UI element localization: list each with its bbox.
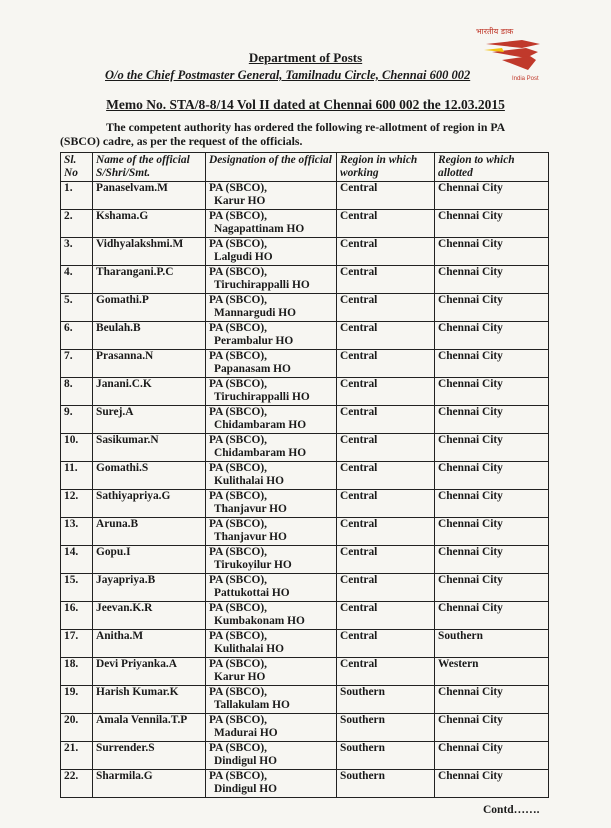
office-text: Perambalur HO bbox=[214, 335, 294, 347]
table-row bbox=[61, 182, 549, 210]
cell-sl: 7. bbox=[61, 350, 93, 378]
cell-sl: 17. bbox=[61, 630, 93, 658]
table-row bbox=[61, 658, 549, 686]
cell-sl: 4. bbox=[61, 266, 93, 294]
designation-text: PA (SBCO), bbox=[209, 742, 268, 754]
cell-designation bbox=[206, 742, 337, 770]
table-row bbox=[61, 770, 549, 798]
designation-text: PA (SBCO), bbox=[209, 462, 268, 474]
cell-name: Sharmila.G bbox=[93, 770, 206, 798]
cell-name: Gomathi.S bbox=[93, 462, 206, 490]
office-text: Karur HO bbox=[214, 195, 266, 207]
cell-working-region: Central bbox=[337, 266, 435, 294]
cell-working-region: Southern bbox=[337, 714, 435, 742]
cell-name: Kshama.G bbox=[93, 210, 206, 238]
cell-allotted-region: Chennai City bbox=[435, 770, 549, 798]
cell-working-region: Southern bbox=[337, 742, 435, 770]
cell-sl: 22. bbox=[61, 770, 93, 798]
header-sl: Sl. No bbox=[61, 153, 93, 182]
table-row bbox=[61, 714, 549, 742]
table-row bbox=[61, 266, 549, 294]
office-text: Thanjavur HO bbox=[214, 531, 287, 543]
cell-sl: 3. bbox=[61, 238, 93, 266]
designation-text: PA (SBCO), bbox=[209, 434, 268, 446]
cell-working-region: Central bbox=[337, 490, 435, 518]
cell-working-region: Central bbox=[337, 574, 435, 602]
cell-allotted-region: Chennai City bbox=[435, 378, 549, 406]
cell-designation bbox=[206, 238, 337, 266]
table-row bbox=[61, 518, 549, 546]
cell-name: Devi Priyanka.A bbox=[93, 658, 206, 686]
cell-designation bbox=[206, 490, 337, 518]
designation-text: PA (SBCO), bbox=[209, 490, 268, 502]
cell-name: Amala Vennila.T.P bbox=[93, 714, 206, 742]
header-allotted-region: Region to which allotted bbox=[435, 153, 549, 182]
designation-text: PA (SBCO), bbox=[209, 406, 268, 418]
table-row bbox=[61, 574, 549, 602]
department-title: Department of Posts bbox=[248, 50, 363, 65]
cell-working-region: Central bbox=[337, 406, 435, 434]
cell-sl: 14. bbox=[61, 546, 93, 574]
logo-english-text: India Post bbox=[512, 76, 539, 82]
cell-name: Sathiyapriya.G bbox=[93, 490, 206, 518]
cell-working-region: Central bbox=[337, 658, 435, 686]
cell-designation bbox=[206, 350, 337, 378]
designation-text: PA (SBCO), bbox=[209, 294, 268, 306]
cell-allotted-region: Chennai City bbox=[435, 714, 549, 742]
office-text: Kumbakonam HO bbox=[214, 615, 305, 627]
table-row bbox=[61, 238, 549, 266]
cell-name: Janani.C.K bbox=[93, 378, 206, 406]
cell-sl: 18. bbox=[61, 658, 93, 686]
logo-hindi-text: भारतीय डाक bbox=[476, 27, 514, 36]
cell-allotted-region: Chennai City bbox=[435, 322, 549, 350]
office-text: Tirukoyilur HO bbox=[214, 559, 292, 571]
office-text: Tiruchirappalli HO bbox=[214, 279, 310, 291]
cell-sl: 16. bbox=[61, 602, 93, 630]
office-text: Madurai HO bbox=[214, 727, 278, 739]
cell-allotted-region: Chennai City bbox=[435, 238, 549, 266]
cell-sl: 6. bbox=[61, 322, 93, 350]
office-text: Chidambaram HO bbox=[214, 447, 307, 459]
cell-designation bbox=[206, 686, 337, 714]
cell-allotted-region: Western bbox=[435, 658, 549, 686]
designation-text: PA (SBCO), bbox=[209, 714, 268, 726]
cell-working-region: Central bbox=[337, 294, 435, 322]
table-row bbox=[61, 602, 549, 630]
office-text: Karur HO bbox=[214, 671, 266, 683]
cell-working-region: Central bbox=[337, 238, 435, 266]
cell-sl: 13. bbox=[61, 518, 93, 546]
cell-sl: 15. bbox=[61, 574, 93, 602]
cell-designation bbox=[206, 210, 337, 238]
designation-text: PA (SBCO), bbox=[209, 238, 268, 250]
office-text: Papanasam HO bbox=[214, 363, 291, 375]
cell-name: Jeevan.K.R bbox=[93, 602, 206, 630]
cell-name: Gopu.I bbox=[93, 546, 206, 574]
cell-working-region: Central bbox=[337, 462, 435, 490]
cell-name: Prasanna.N bbox=[93, 350, 206, 378]
cell-designation bbox=[206, 182, 337, 210]
cell-name: Tharangani.P.C bbox=[93, 266, 206, 294]
office-text: Kulithalai HO bbox=[214, 475, 284, 487]
cell-name: Sasikumar.N bbox=[93, 434, 206, 462]
cell-designation bbox=[206, 574, 337, 602]
designation-text: PA (SBCO), bbox=[209, 350, 268, 362]
cell-allotted-region: Chennai City bbox=[435, 546, 549, 574]
cell-working-region: Central bbox=[337, 322, 435, 350]
designation-text: PA (SBCO), bbox=[209, 378, 268, 390]
cell-working-region: Central bbox=[337, 630, 435, 658]
header-name: Name of the official S/Shri/Smt. bbox=[93, 153, 206, 182]
cell-sl: 20. bbox=[61, 714, 93, 742]
cell-working-region: Central bbox=[337, 602, 435, 630]
table-row bbox=[61, 462, 549, 490]
cell-designation bbox=[206, 602, 337, 630]
table-row bbox=[61, 406, 549, 434]
cell-sl: 1. bbox=[61, 182, 93, 210]
cell-sl: 10. bbox=[61, 434, 93, 462]
table-row bbox=[61, 742, 549, 770]
cell-designation bbox=[206, 322, 337, 350]
header-designation: Designation of the official bbox=[206, 153, 337, 182]
cell-allotted-region: Chennai City bbox=[435, 434, 549, 462]
cell-sl: 8. bbox=[61, 378, 93, 406]
cell-sl: 9. bbox=[61, 406, 93, 434]
reallotment-table bbox=[60, 152, 549, 798]
office-text: Mannargudi HO bbox=[214, 307, 296, 319]
designation-text: PA (SBCO), bbox=[209, 518, 268, 530]
cell-sl: 19. bbox=[61, 686, 93, 714]
cell-designation bbox=[206, 770, 337, 798]
cell-allotted-region: Chennai City bbox=[435, 462, 549, 490]
table-row bbox=[61, 686, 549, 714]
table-row bbox=[61, 434, 549, 462]
cell-allotted-region: Chennai City bbox=[435, 574, 549, 602]
cell-allotted-region: Chennai City bbox=[435, 266, 549, 294]
cell-allotted-region: Chennai City bbox=[435, 602, 549, 630]
cell-name: Surrender.S bbox=[93, 742, 206, 770]
intro-paragraph: The competent authority has ordered the following re-allotment of region in PA (SBCO) cadre, as per the request of the officials. bbox=[60, 120, 505, 148]
table-row bbox=[61, 378, 549, 406]
table-row bbox=[61, 210, 549, 238]
cell-allotted-region: Chennai City bbox=[435, 406, 549, 434]
office-text: Chidambaram HO bbox=[214, 419, 307, 431]
cell-sl: 12. bbox=[61, 490, 93, 518]
header-working-region: Region in which working bbox=[337, 153, 435, 182]
cell-allotted-region: Chennai City bbox=[435, 490, 549, 518]
designation-text: PA (SBCO), bbox=[209, 322, 268, 334]
cell-name: Harish Kumar.K bbox=[93, 686, 206, 714]
cell-allotted-region: Chennai City bbox=[435, 350, 549, 378]
table-row bbox=[61, 490, 549, 518]
designation-text: PA (SBCO), bbox=[209, 210, 268, 222]
cell-sl: 2. bbox=[61, 210, 93, 238]
cell-working-region: Central bbox=[337, 350, 435, 378]
office-text: Tallakulam HO bbox=[214, 699, 290, 711]
table-row bbox=[61, 630, 549, 658]
cell-allotted-region: Chennai City bbox=[435, 294, 549, 322]
cell-allotted-region: Southern bbox=[435, 630, 549, 658]
cell-working-region: Central bbox=[337, 378, 435, 406]
cell-designation bbox=[206, 406, 337, 434]
table-row bbox=[61, 546, 549, 574]
cell-designation bbox=[206, 714, 337, 742]
designation-text: PA (SBCO), bbox=[209, 630, 268, 642]
designation-text: PA (SBCO), bbox=[209, 266, 268, 278]
cell-designation bbox=[206, 434, 337, 462]
office-text: Dindigul HO bbox=[214, 755, 277, 767]
cell-name: Anitha.M bbox=[93, 630, 206, 658]
cell-name: Panaselvam.M bbox=[93, 182, 206, 210]
cell-sl: 21. bbox=[61, 742, 93, 770]
table-row bbox=[61, 350, 549, 378]
office-title: O/o the Chief Postmaster General, Tamilnadu Circle, Chennai 600 002 bbox=[105, 68, 471, 82]
cell-designation bbox=[206, 462, 337, 490]
cell-allotted-region: Chennai City bbox=[435, 210, 549, 238]
cell-name: Vidhyalakshmi.M bbox=[93, 238, 206, 266]
cell-designation bbox=[206, 546, 337, 574]
designation-text: PA (SBCO), bbox=[209, 686, 268, 698]
designation-text: PA (SBCO), bbox=[209, 546, 268, 558]
cell-sl: 5. bbox=[61, 294, 93, 322]
office-text: Kulithalai HO bbox=[214, 643, 284, 655]
designation-text: PA (SBCO), bbox=[209, 770, 268, 782]
cell-working-region: Central bbox=[337, 434, 435, 462]
cell-name: Surej.A bbox=[93, 406, 206, 434]
cell-designation bbox=[206, 630, 337, 658]
designation-text: PA (SBCO), bbox=[209, 602, 268, 614]
designation-text: PA (SBCO), bbox=[209, 658, 268, 670]
cell-allotted-region: Chennai City bbox=[435, 742, 549, 770]
cell-designation bbox=[206, 294, 337, 322]
cell-designation bbox=[206, 518, 337, 546]
cell-allotted-region: Chennai City bbox=[435, 518, 549, 546]
cell-working-region: Central bbox=[337, 210, 435, 238]
cell-allotted-region: Chennai City bbox=[435, 686, 549, 714]
office-text: Tiruchirappalli HO bbox=[214, 391, 310, 403]
continued-label: Contd……. bbox=[483, 804, 540, 816]
cell-designation bbox=[206, 266, 337, 294]
cell-allotted-region: Chennai City bbox=[435, 182, 549, 210]
cell-name: Aruna.B bbox=[93, 518, 206, 546]
office-text: Pattukottai HO bbox=[214, 587, 290, 599]
cell-working-region: Central bbox=[337, 546, 435, 574]
cell-working-region: Southern bbox=[337, 686, 435, 714]
cell-name: Gomathi.P bbox=[93, 294, 206, 322]
cell-working-region: Central bbox=[337, 518, 435, 546]
memo-number: Memo No. STA/8-8/14 Vol II dated at Chennai 600 002 the 12.03.2015 bbox=[106, 97, 505, 112]
office-text: Dindigul HO bbox=[214, 783, 277, 795]
office-text: Nagapattinam HO bbox=[214, 223, 305, 235]
table-row bbox=[61, 322, 549, 350]
cell-designation bbox=[206, 378, 337, 406]
table-row bbox=[61, 294, 549, 322]
cell-designation bbox=[206, 658, 337, 686]
cell-working-region: Central bbox=[337, 182, 435, 210]
cell-name: Jayapriya.B bbox=[93, 574, 206, 602]
cell-name: Beulah.B bbox=[93, 322, 206, 350]
office-text: Thanjavur HO bbox=[214, 503, 287, 515]
office-text: Lalgudi HO bbox=[214, 251, 273, 263]
designation-text: PA (SBCO), bbox=[209, 574, 268, 586]
table-header-row bbox=[61, 153, 549, 182]
cell-sl: 11. bbox=[61, 462, 93, 490]
table-body bbox=[61, 182, 549, 798]
designation-text: PA (SBCO), bbox=[209, 182, 268, 194]
cell-working-region: Southern bbox=[337, 770, 435, 798]
